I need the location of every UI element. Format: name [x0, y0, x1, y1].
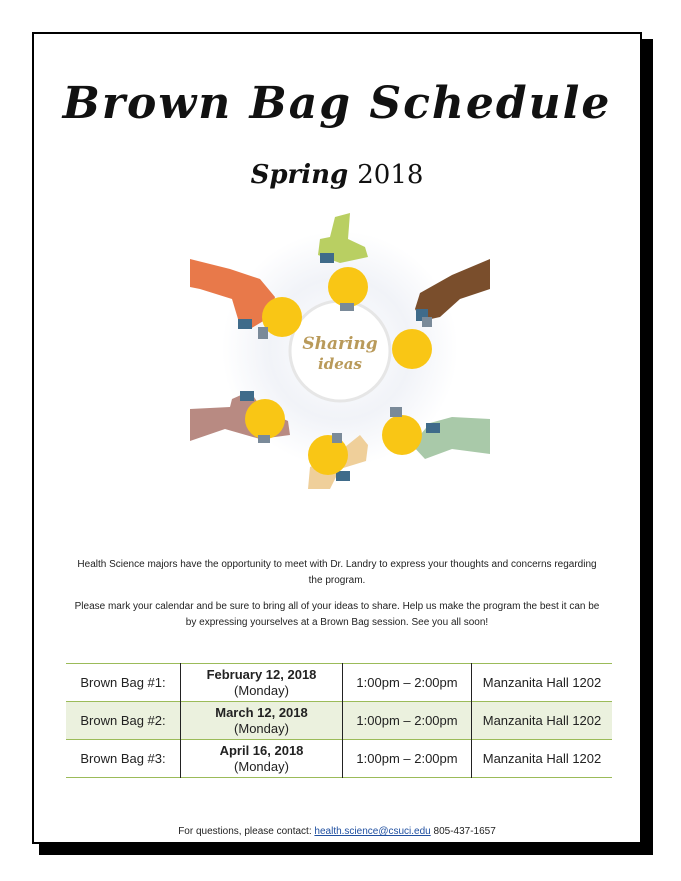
table-row: [66, 664, 612, 702]
time-cell: 1:00pm – 2:00pm: [343, 702, 472, 740]
time-cell: 1:00pm – 2:00pm: [343, 740, 472, 778]
intro-paragraph: Health Science majors have the opportunity to meet with Dr. Landry to express your thoughts and concerns regarding the program.: [77, 559, 597, 586]
contact-email-link[interactable]: health.science@csuci.edu: [314, 826, 431, 837]
table-row: [66, 702, 612, 740]
flyer-page: [32, 32, 642, 844]
caption-sharing: Sharing: [302, 334, 378, 354]
flyer-title: Brown Bag Schedule: [62, 78, 612, 129]
date-text: April 16, 2018: [219, 742, 304, 758]
location-cell: Manzanita Hall 1202: [472, 702, 613, 740]
sharing-ideas-illustration: [190, 209, 490, 489]
session-cell: Brown Bag #3:: [80, 751, 166, 766]
schedule-table: [66, 663, 612, 778]
location-cell: Manzanita Hall 1202: [472, 664, 613, 702]
year-label: 2018: [357, 160, 424, 190]
date-cell: [181, 740, 343, 778]
contact-line: [34, 826, 640, 837]
session-cell: Brown Bag #2:: [80, 713, 166, 728]
hand-icon: [415, 259, 490, 321]
day-text: (Monday): [234, 758, 289, 774]
contact-phone: 805-437-1657: [433, 826, 496, 837]
date-cell: [181, 702, 343, 740]
time-cell: 1:00pm – 2:00pm: [343, 664, 472, 702]
caption-ideas: ideas: [318, 355, 362, 373]
location-cell: Manzanita Hall 1202: [472, 740, 613, 778]
day-text: (Monday): [234, 720, 289, 736]
day-text: (Monday): [234, 682, 289, 698]
date-text: March 12, 2018: [215, 704, 308, 720]
table-row: [66, 740, 612, 778]
season-label: Spring: [250, 160, 349, 190]
flyer-subtitle: [34, 160, 640, 190]
date-cell: [181, 664, 343, 702]
instructions-paragraph: Please mark your calendar and be sure to bring all of your ideas to share. Help us make the program the best it can be by expressing yourselves at a Brown Bag session. See you all soon!: [74, 601, 600, 628]
session-cell: Brown Bag #1:: [80, 675, 166, 690]
date-text: February 12, 2018: [206, 666, 317, 682]
contact-prefix: For questions, please contact:: [178, 826, 312, 837]
